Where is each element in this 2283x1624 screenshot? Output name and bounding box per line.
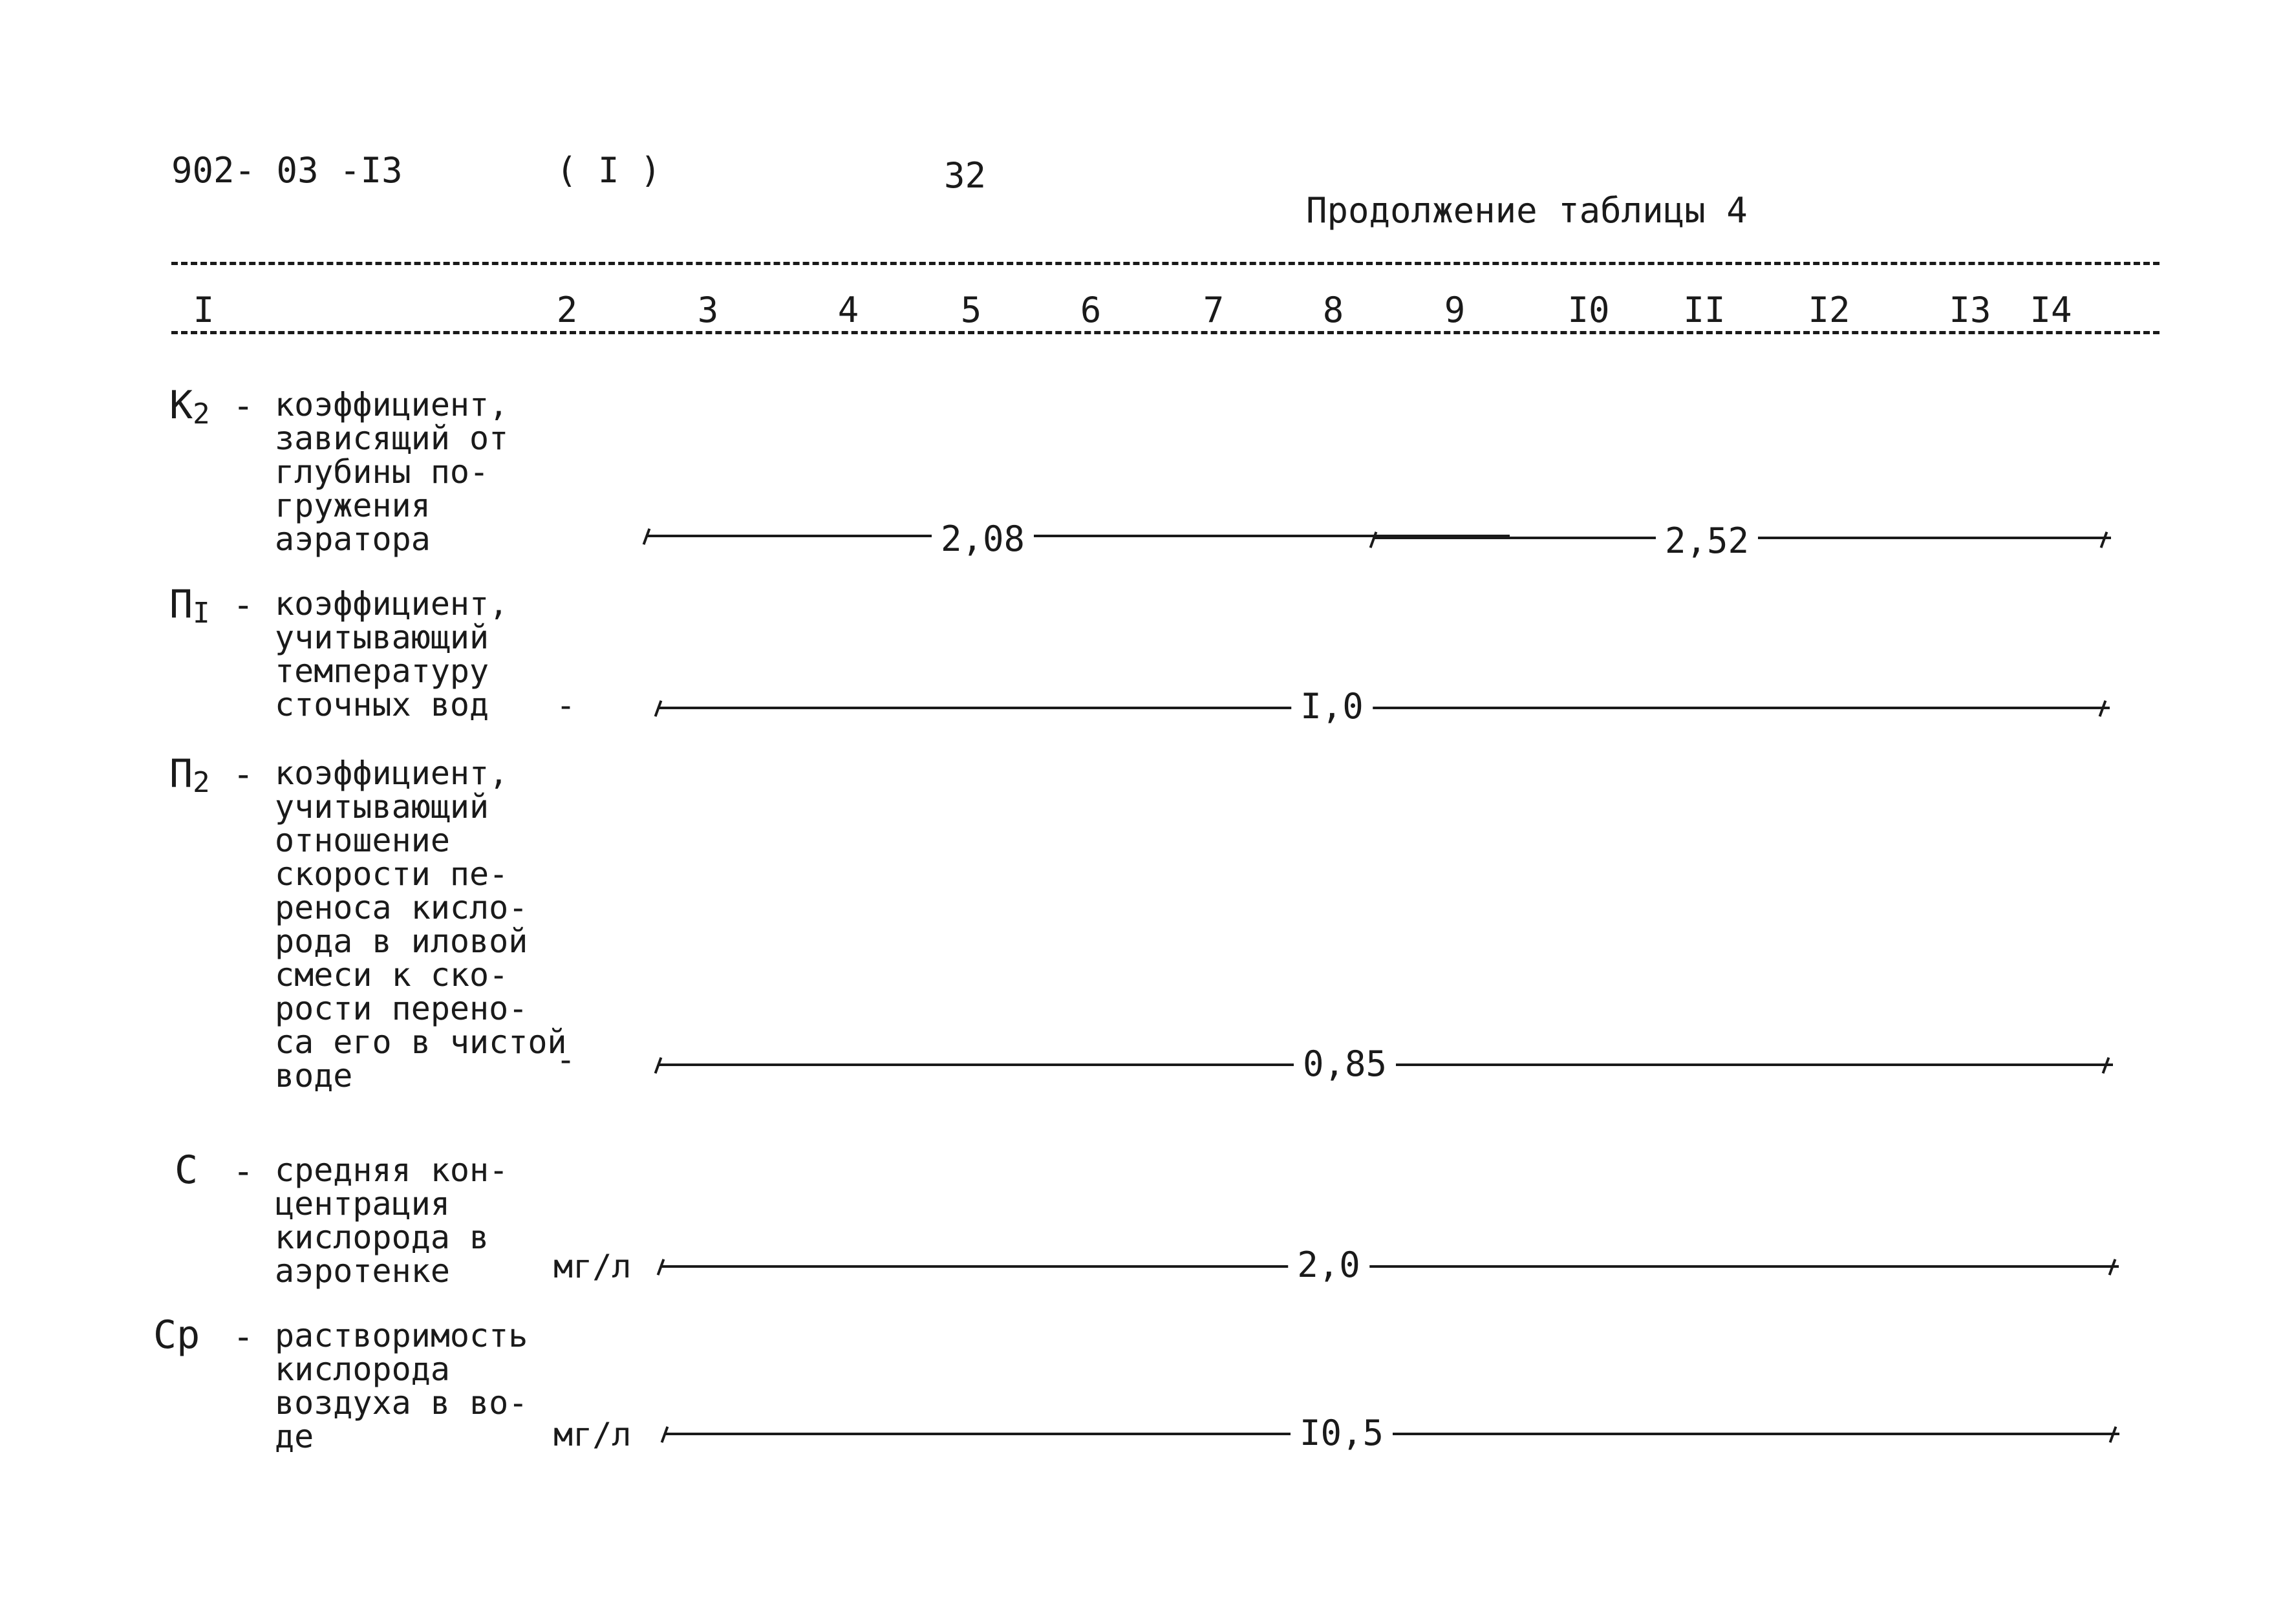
row-value: 2,52 <box>1656 520 1758 561</box>
part-number: ( I ) <box>556 150 661 191</box>
span-tick <box>1369 531 1378 548</box>
column-number: 7 <box>1203 290 1225 330</box>
row-description: коэффициент, учитывающий температуру сточных вод <box>275 585 509 723</box>
column-number: 9 <box>1444 290 1466 330</box>
row-unit: - <box>556 1041 576 1078</box>
row-symbol-subscript: 2 <box>193 766 210 799</box>
row-description: коэффициент, зависящий от глубины по- гружения аэратора <box>275 386 509 558</box>
row-value: I0,5 <box>1291 1413 1393 1453</box>
row-symbol: Cp <box>153 1312 200 1358</box>
row-symbol: C <box>175 1148 198 1193</box>
row-value: I,0 <box>1291 686 1373 727</box>
row-value: 2,08 <box>932 518 1034 559</box>
row-dash: - <box>233 1316 254 1357</box>
row-symbol: $П_I$ <box>169 582 210 630</box>
row-description: коэффициент, учитывающий отношение скорости пе- реноса кисло- рода в иловой смеси к ско- рости перено- са его в чистой воде <box>275 754 567 1095</box>
span-tick <box>2100 531 2108 548</box>
row-value: 2,0 <box>1288 1245 1369 1285</box>
column-number: II <box>1683 290 1726 330</box>
column-number: I0 <box>1567 290 1610 330</box>
value-span-line <box>661 1265 2119 1268</box>
page-number: 32 <box>944 155 987 196</box>
row-symbol-subscript: I <box>193 597 210 630</box>
table-continuation-title: Продолжение таблицы 4 <box>1306 190 1748 231</box>
row-description: средняя кон- центрация кислорода в аэротенке <box>275 1151 509 1290</box>
column-number: 6 <box>1080 290 1102 330</box>
document-number: 902- 03 -I3 <box>171 150 403 191</box>
header-bottom-rule <box>171 331 2160 334</box>
value-span-line <box>658 707 2110 709</box>
column-number: 8 <box>1322 290 1344 330</box>
row-unit: мг/л <box>553 1248 632 1285</box>
row-dash: - <box>233 584 254 625</box>
row-dash: - <box>233 754 254 795</box>
row-symbol: $П_2$ <box>169 751 210 799</box>
row-unit: - <box>556 687 576 724</box>
column-number: 4 <box>837 290 859 330</box>
row-dash: - <box>233 385 254 426</box>
column-number: I4 <box>2030 290 2072 330</box>
row-description: растворимость кислорода воздуха в во- де <box>275 1317 528 1455</box>
column-number: I <box>193 290 215 330</box>
row-symbol-subscript: 2 <box>193 398 210 431</box>
column-number: I3 <box>1949 290 1991 330</box>
row-dash: - <box>233 1151 254 1191</box>
row-unit: мг/л <box>553 1416 632 1453</box>
column-number: 5 <box>960 290 982 330</box>
row-value: 0,85 <box>1294 1043 1396 1084</box>
column-number: I2 <box>1808 290 1850 330</box>
row-symbol: $K_2$ <box>169 383 210 431</box>
column-number: 2 <box>556 290 578 330</box>
column-number: 3 <box>697 290 719 330</box>
header-top-rule <box>171 262 2160 265</box>
